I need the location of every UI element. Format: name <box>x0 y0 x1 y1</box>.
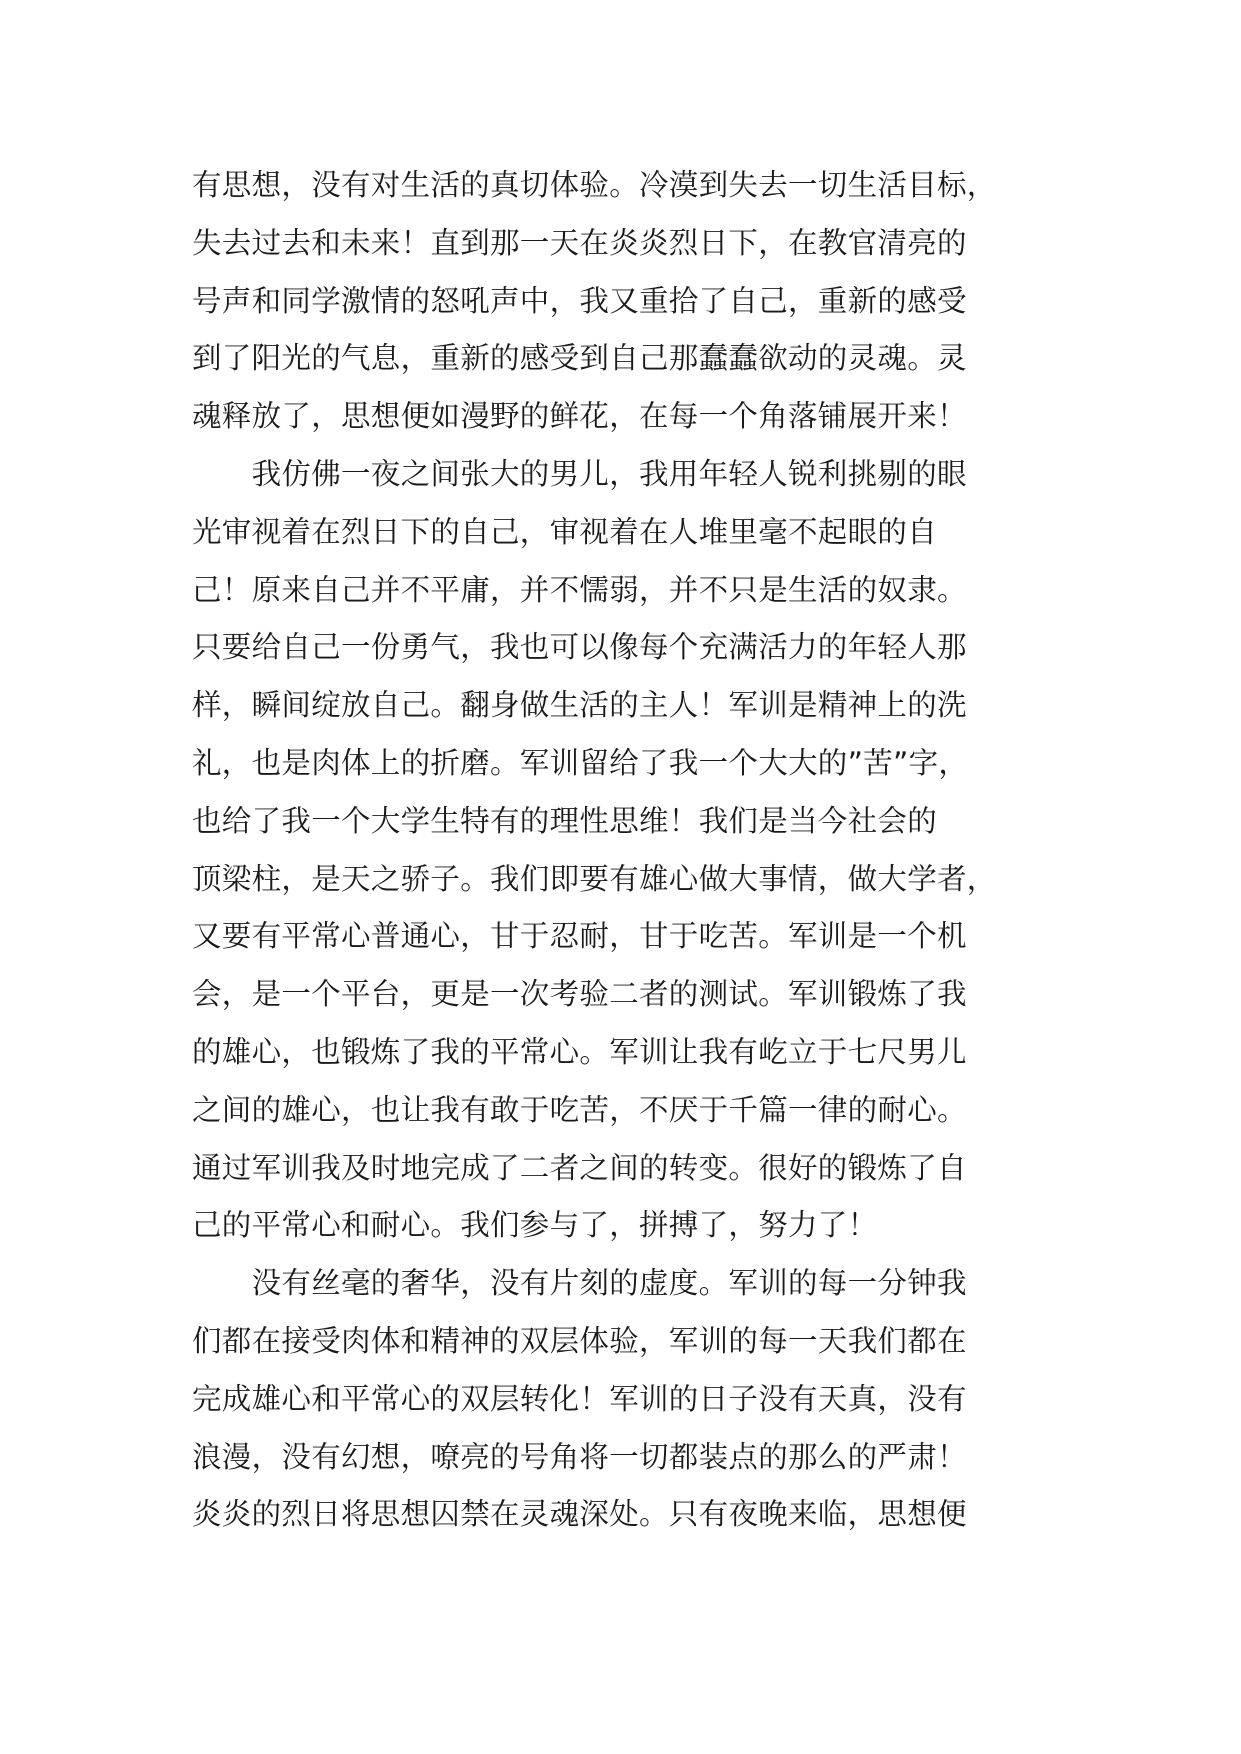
text-line: 己！原来自己并不平庸，并不懦弱，并不只是生活的奴隶。 <box>192 572 967 607</box>
text-line: 炎炎的烈日将思想囚禁在灵魂深处。只有夜晚来临，思想便 <box>192 1497 967 1532</box>
text-line: 有思想，没有对生活的真切体验。冷漠到失去一切生活目标， <box>192 168 997 202</box>
text-line: 礼，也是肉体上的折磨。军训留给了我一个大大的”苦”字， <box>192 745 969 780</box>
text-line: 号声和同学激情的怒吼声中，我又重拾了自己，重新的感受 <box>192 283 967 318</box>
text-line: 通过军训我及时地完成了二者之间的转变。很好的锻炼了自 <box>192 1150 967 1185</box>
text-line: 完成雄心和平常心的双层转化！军训的日子没有天真，没有 <box>192 1381 967 1416</box>
text-line: 顶梁柱，是天之骄子。我们即要有雄心做大事情，做大学者， <box>192 861 997 896</box>
text-line: 到了阳光的气息，重新的感受到自己那蠢蠢欲动的灵魂。灵 <box>192 341 967 376</box>
text-line: 只要给自己一份勇气，我也可以像每个充满活力的年轻人那 <box>192 630 967 665</box>
text-line: 们都在接受肉体和精神的双层体验，军训的每一天我们都在 <box>192 1323 967 1358</box>
text-line: 会，是一个平台，更是一次考验二者的测试。军训锻炼了我 <box>192 977 967 1012</box>
text-line: 己的平常心和耐心。我们参与了，拼搏了，努力了！ <box>192 1208 878 1243</box>
text-line: 我仿佛一夜之间张大的男儿，我用年轻人锐利挑剔的眼 <box>192 456 967 491</box>
text-line: 又要有平常心普通心，甘于忍耐，甘于吃苦。军训是一个机 <box>192 919 967 954</box>
text-line: 魂释放了，思想便如漫野的鲜花，在每一个角落铺展开来！ <box>192 399 967 434</box>
body-text <box>192 157 1072 1544</box>
text-line: 失去过去和未来！直到那一天在炎炎烈日下，在教官清亮的 <box>192 225 967 260</box>
text-line: 光审视着在烈日下的自己，审视着在人堆里毫不起眼的自 <box>192 514 938 549</box>
text-line: 也给了我一个大学生特有的理性思维！我们是当今社会的 <box>192 803 938 838</box>
text-line: 没有丝毫的奢华，没有片刻的虚度。军训的每一分钟我 <box>192 1266 967 1301</box>
text-line: 之间的雄心，也让我有敢于吃苦，不厌于千篇一律的耐心。 <box>192 1092 967 1127</box>
text-line: 的雄心，也锻炼了我的平常心。军训让我有屹立于七尺男儿 <box>192 1034 967 1069</box>
text-line: 浪漫，没有幻想，嘹亮的号角将一切都装点的那么的严肃！ <box>192 1439 967 1474</box>
text-line: 样，瞬间绽放自己。翻身做生活的主人！军训是精神上的洗 <box>192 688 967 723</box>
